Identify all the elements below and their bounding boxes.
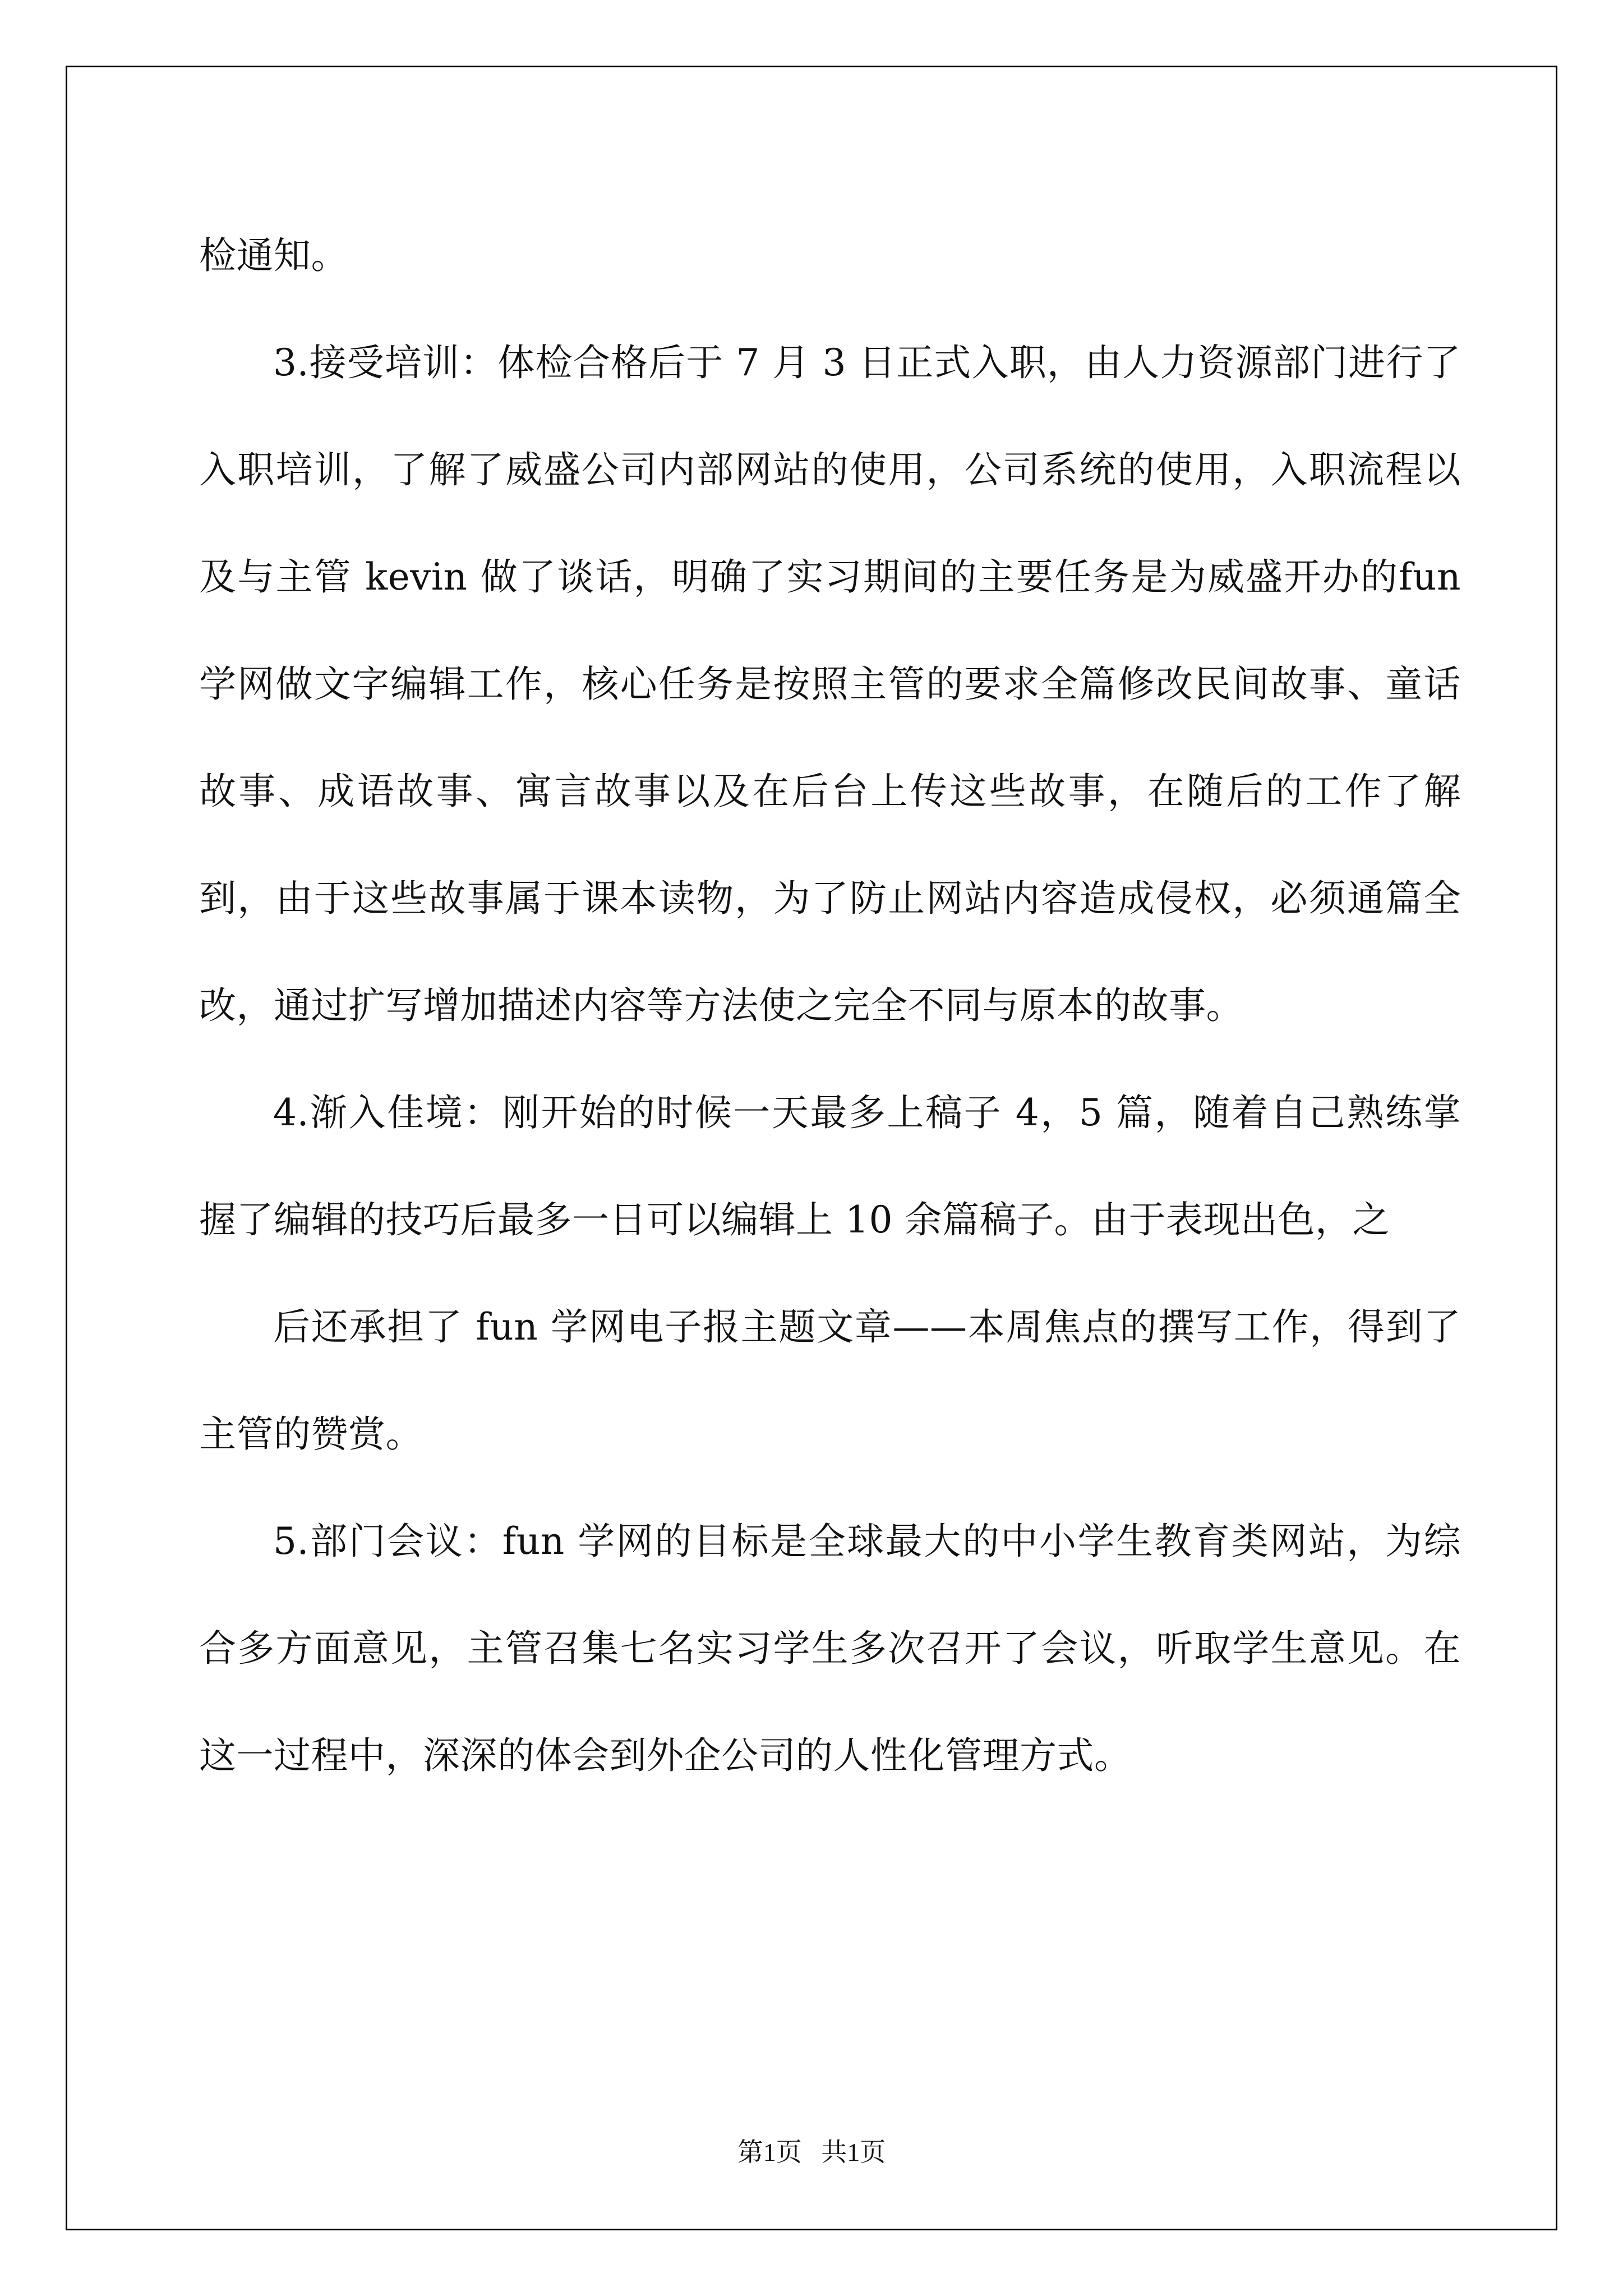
- paragraph-5: 5.部门会议：fun 学网的目标是全球最大的中小学生教育类网站，为综合多方面意见，主管召集七名实习学生多次召开了会议，听取学生意见。在这一过程中，深深的体会到外企公司的人性化管理方式。: [199, 1520, 1461, 1777]
- paragraph-2: 3.接受培训：体检合格后于 7 月 3 日正式入职，由人力资源部门进行了入职培训，了解了威盛公司内部网站的使用，公司系统的使用，入职流程以及与主管 kevin 做了谈话，明确了实习期间的主要任务是为威盛开办的fun 学网做文字编辑工作，核心任务是按照主管的要求全篇修改民间故事、童话故事、成语故事、寓言故事以及在后台上传这些故事，在随后的工作了解到，由于这些故事属于课本读物，为了防止网站内容造成侵权，必须通篇全改，通过扩写增加描述内容等方法使之完全不同与原本的故事。: [199, 341, 1461, 1027]
- document-body: [199, 202, 1461, 1809]
- paragraph-3: 4.渐入佳境：刚开始的时候一天最多上稿子 4，5 篇，随着自己熟练掌握了编辑的技巧后最多一日可以编辑上 10 余篇稿子。由于表现出色，之: [199, 1091, 1461, 1241]
- paragraph-4: 后还承担了 fun 学网电子报主题文章——本周焦点的撰写工作，得到了主管的赞赏。: [199, 1305, 1461, 1456]
- paragraph-1: 检通知。: [199, 234, 348, 277]
- page-number-footer: 第1页 共1页: [737, 2138, 886, 2166]
